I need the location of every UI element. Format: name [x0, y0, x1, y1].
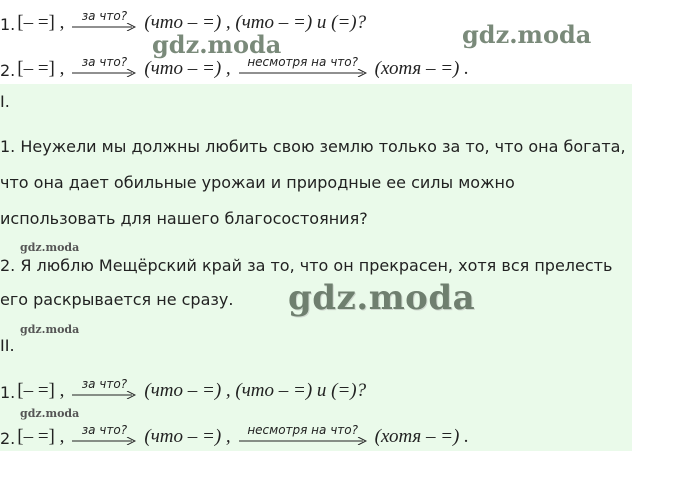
scheme-part: (хотя – =) . [374, 426, 469, 447]
watermark: gdz.moda [152, 30, 282, 59]
scheme-part: (хотя – =) . [374, 58, 469, 79]
scheme-part: (что – =) , (что – =) и (=)? [144, 380, 367, 401]
arrow-icon [239, 56, 367, 77]
section-heading-1: I. [0, 92, 10, 111]
section-heading-2: II. [0, 336, 15, 355]
scheme-part: (что – =) , [144, 58, 231, 79]
scheme-number: 2. [0, 61, 16, 80]
arrow-icon [72, 424, 136, 445]
scheme-bottom-1 [0, 368, 366, 402]
sentence-2-line-1: 2. Я люблю Мещёрский край за то, что он прекрасен, хотя вся прелесть [0, 256, 613, 275]
watermark: gdz.moda [20, 241, 80, 254]
arrow-icon [239, 424, 367, 445]
scheme-part: [– =] , [17, 426, 65, 447]
sentence-1-line-1: 1. Неужели мы должны любить свою землю только за то, что она богата, [0, 137, 626, 156]
arrow-label: за что? [81, 55, 128, 69]
scheme-part: (что – =) , [144, 426, 231, 447]
watermark: gdz.moda [20, 407, 80, 420]
scheme-number: 2. [0, 429, 16, 448]
watermark: gdz.moda [462, 20, 592, 49]
scheme-part: [– =] , [17, 12, 65, 33]
arrow-label: несмотря на что? [247, 423, 358, 437]
arrow-label: несмотря на что? [247, 55, 358, 69]
scheme-top-1 [0, 0, 366, 34]
sentence-1-line-2: что она дает обильные урожаи и природные ее силы можно [0, 173, 515, 192]
scheme-part: [– =] , [17, 380, 65, 401]
arrow-icon [72, 378, 136, 399]
watermark: gdz.moda [20, 323, 80, 336]
scheme-number: 1. [0, 15, 16, 34]
watermark: gdz.moda [288, 278, 476, 318]
sentence-1-line-3: использовать для нашего благосостояния? [0, 209, 368, 228]
sentence-2-line-2: его раскрывается не сразу. [0, 290, 234, 309]
scheme-part: [– =] , [17, 58, 65, 79]
scheme-part: (что – =) , (что – =) и (=)? [144, 12, 367, 33]
arrow-icon [72, 10, 136, 31]
arrow-label: за что? [81, 423, 128, 437]
arrow-label: за что? [81, 377, 128, 391]
scheme-number: 1. [0, 383, 16, 402]
arrow-label: за что? [81, 9, 128, 23]
arrow-icon [72, 56, 136, 77]
